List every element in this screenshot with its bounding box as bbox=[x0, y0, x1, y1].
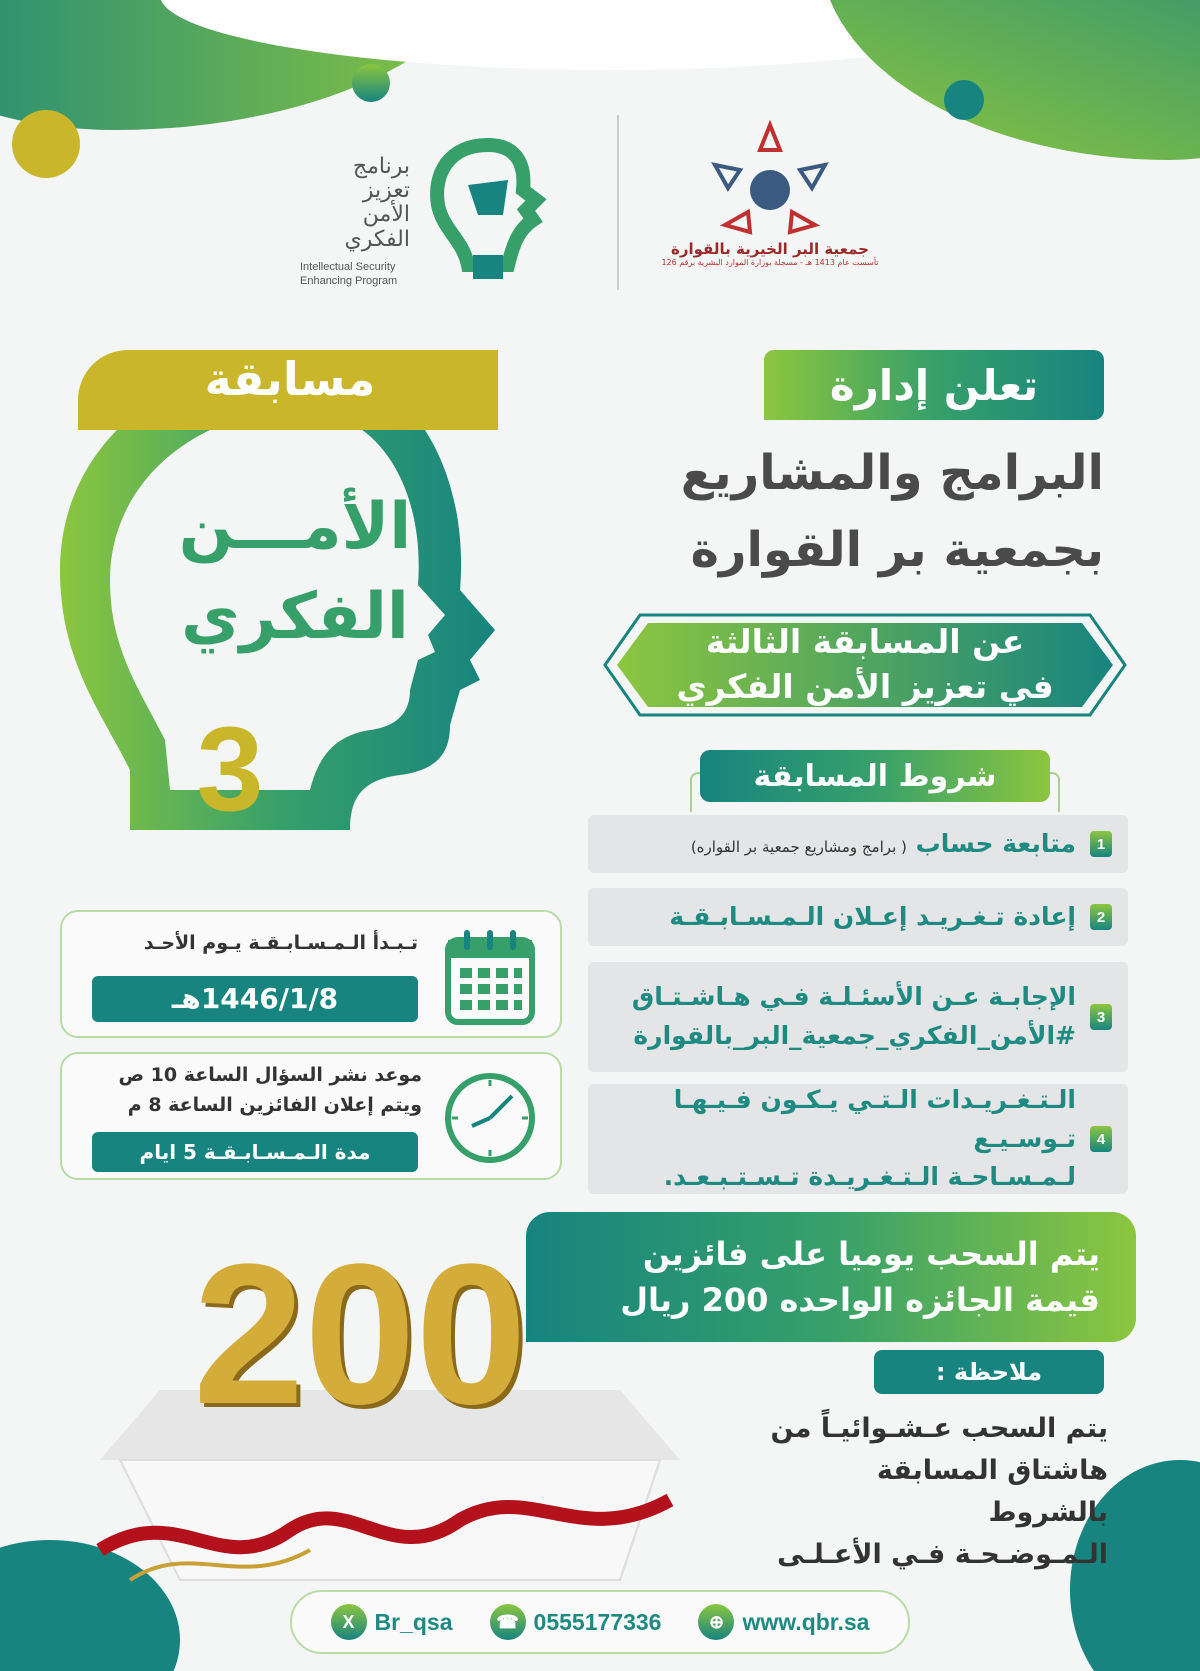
condition-row-2 bbox=[588, 888, 1128, 946]
condition-number: 2 bbox=[1090, 904, 1112, 930]
program-name-ar-1: برنامج تعزيز bbox=[352, 154, 410, 204]
condition-text: إعادة تـغـريـد إعـلان الـمـسـابـقـة bbox=[669, 901, 1076, 931]
head-number: 3 bbox=[196, 702, 264, 836]
program-name-ar-2: الأمن الفكري bbox=[344, 202, 410, 252]
start-date-box bbox=[60, 910, 562, 1038]
org-subtitle: تأسست عام 1413 هـ - مسجلة بوزارة الموارد البشرية برقم 126 bbox=[661, 258, 879, 267]
header-divider bbox=[617, 115, 619, 290]
condition-note: ( برامج ومشاريع جمعية بر القواره) bbox=[690, 837, 907, 856]
condition-text: متابعة حساب bbox=[915, 828, 1076, 858]
phone-contact[interactable] bbox=[490, 1604, 662, 1640]
phone-number: 0555177336 bbox=[533, 1608, 662, 1635]
program-name-en-2: Enhancing Program bbox=[300, 275, 398, 288]
condition-row-4 bbox=[588, 1084, 1128, 1194]
banner-line2: في تعزيز الأمن الفكري bbox=[676, 667, 1054, 706]
condition-hashtag: #الأمن_الفكري_جمعية_البر_بالقوارة bbox=[633, 1021, 1076, 1050]
condition-number: 4 bbox=[1090, 1126, 1112, 1152]
website-contact[interactable] bbox=[698, 1604, 869, 1640]
start-date-text: تـبـدأ الـمـسـابـقـة يـوم الأحـد bbox=[143, 932, 418, 954]
phone-icon: ☎ bbox=[490, 1604, 526, 1640]
note-line3: الـمـوضـحـة فـي الأعـلـى bbox=[777, 1538, 1108, 1570]
calendar-icon bbox=[444, 926, 536, 1026]
duration: مدة الـمـسـابـقـة 5 ايام bbox=[92, 1132, 418, 1172]
clock-icon bbox=[442, 1070, 538, 1166]
condition-text-line1: الإجابـة عـن الأسئـلـة فـي هـاشـتـاق bbox=[631, 982, 1076, 1012]
competition-label: مسابقة bbox=[204, 352, 376, 406]
prize-line1: يتم السحب يوميا على فائزين bbox=[642, 1234, 1100, 1273]
head-title-line2: الفكري bbox=[181, 580, 409, 654]
twitter-contact[interactable] bbox=[331, 1604, 453, 1640]
org-name: جمعية البر الخيرية بالقوارة bbox=[671, 240, 869, 258]
announce-line2: بجمعية بر القوارة bbox=[690, 522, 1104, 578]
announce-bar: تعلن إدارة bbox=[764, 350, 1104, 420]
twitter-handle: Br_qsa bbox=[374, 1608, 453, 1635]
decor-dot-olive bbox=[12, 110, 80, 178]
conditions-title: شروط المسابقة bbox=[700, 750, 1050, 802]
program-logo bbox=[300, 135, 560, 295]
start-date-value: 1446/1/8هـ bbox=[92, 976, 418, 1022]
note-line2: هاشتاق المسابقة بالشروط bbox=[876, 1454, 1108, 1528]
banner-line1: عن المسابقة الثالثة bbox=[705, 622, 1025, 662]
website-url: www.qbr.sa bbox=[742, 1608, 870, 1635]
winners-time: ويتم إعلان الفائزين الساعة 8 م bbox=[127, 1094, 422, 1116]
note-text bbox=[748, 1408, 1108, 1575]
announce-line1: البرامج والمشاريع bbox=[680, 445, 1104, 501]
decor-dot-teal bbox=[944, 80, 984, 120]
note-label: ملاحظة : bbox=[935, 1358, 1043, 1386]
prize-line2: قيمة الجائزه الواحده 200 ريال bbox=[620, 1281, 1100, 1319]
decor-dot-green bbox=[352, 64, 390, 102]
condition-row-3 bbox=[588, 962, 1128, 1072]
contact-footer bbox=[290, 1590, 910, 1654]
head-title-line1: الأمـــن bbox=[178, 490, 412, 564]
program-name-en-1: Intellectual Security bbox=[300, 260, 396, 273]
condition-number: 3 bbox=[1090, 1004, 1112, 1030]
condition-row-1 bbox=[588, 815, 1128, 873]
note-label-pill bbox=[874, 1350, 1104, 1394]
x-twitter-icon: X bbox=[331, 1604, 367, 1640]
org-logo-icon bbox=[700, 120, 840, 240]
condition-text-line2: لـمـسـاحـة الـتـغـريـدة تـسـتـبـعـد. bbox=[663, 1162, 1076, 1192]
condition-text-line1: الـتـغـريـدات الـتـي يـكـون فـيـهـا تـوسـيـع bbox=[673, 1084, 1076, 1153]
prize-amount: 200 bbox=[193, 1223, 527, 1446]
note-line1: يتم السحب عـشـوائيـاً من bbox=[770, 1413, 1108, 1444]
condition-number: 1 bbox=[1090, 831, 1112, 857]
question-time: موعد نشر السؤال الساعة 10 ص bbox=[118, 1064, 422, 1086]
competition-banner bbox=[600, 610, 1130, 720]
program-head-icon bbox=[418, 135, 558, 285]
org-logo bbox=[640, 120, 900, 290]
timing-box bbox=[60, 1052, 562, 1180]
globe-icon: ⊕ bbox=[698, 1604, 734, 1640]
